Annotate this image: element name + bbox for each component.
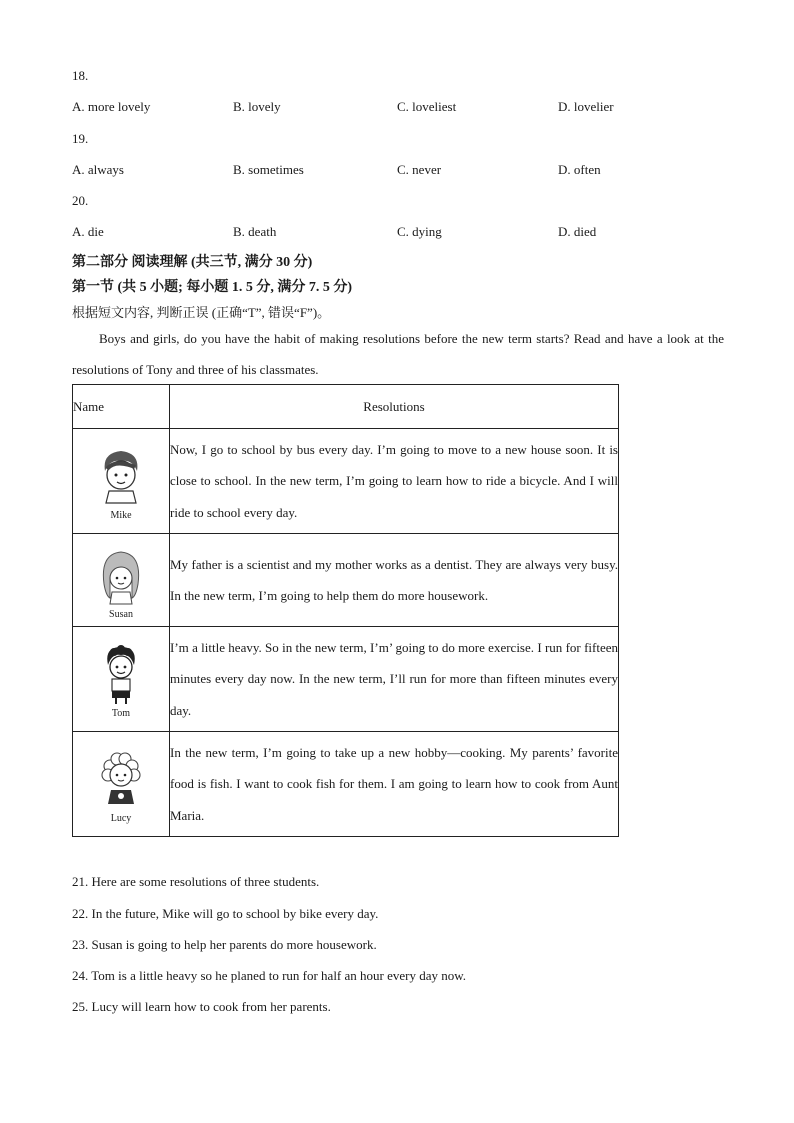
statement: 24. Tom is a little heavy so he planed to run for half an hour every day now. bbox=[72, 968, 467, 983]
option-d: D. lovelier bbox=[558, 99, 614, 114]
resolutions-table bbox=[72, 384, 619, 837]
question-number: 19. bbox=[72, 131, 89, 146]
question-number: 20. bbox=[72, 193, 89, 208]
question-options bbox=[72, 224, 712, 242]
statement: 23. Susan is going to help her parents do more housework. bbox=[72, 937, 377, 952]
option-b: B. death bbox=[233, 224, 277, 239]
resolution-text: In the new term, I’m going to take up a new hobby—cooking. My parents’ favorite food is fish. I want to cook fish for them. I am going to learn how to cook from Aunt Maria. bbox=[170, 732, 619, 837]
table-row bbox=[73, 429, 619, 534]
avatar-name-label: Lucy bbox=[110, 813, 132, 824]
resolution-text: I’m a little heavy. So in the new term, I’m’ going to do more exercise. I run for fifteen minutes every day now. In the new term, I’ll run for more than fifteen minutes every day. bbox=[170, 627, 619, 732]
avatar-cell bbox=[73, 732, 170, 837]
statement: 21. Here are some resolutions of three students. bbox=[72, 874, 320, 889]
option-d: D. often bbox=[558, 162, 601, 177]
table-row bbox=[73, 534, 619, 627]
table-row bbox=[73, 732, 619, 837]
option-c: C. dying bbox=[397, 224, 442, 239]
resolution-text: My father is a scientist and my mother works as a dentist. They are always very busy. In the new term, I’m going to help them do more housework. bbox=[170, 534, 619, 627]
question-number: 18. bbox=[72, 68, 89, 83]
instruction: 根据短文内容, 判断正误 (正确“T”, 错误“F”)。 bbox=[72, 305, 331, 320]
option-b: B. lovely bbox=[233, 99, 281, 114]
option-b: B. sometimes bbox=[233, 162, 304, 177]
name-header: Name bbox=[73, 385, 170, 429]
avatar-cell bbox=[73, 429, 170, 534]
avatar-name-label: Tom bbox=[111, 708, 131, 719]
option-c: C. loveliest bbox=[397, 99, 457, 114]
table-row bbox=[73, 627, 619, 732]
statement: 22. In the future, Mike will go to school by bike every day. bbox=[72, 906, 379, 921]
question-options bbox=[72, 99, 712, 117]
intro-paragraph: Boys and girls, do you have the habit of making resolutions before the new term starts? Read and have a look at the resolutions of Tony and three of his classmates. bbox=[72, 331, 724, 377]
girl-avatar-icon bbox=[90, 540, 152, 620]
option-d: D. died bbox=[558, 224, 597, 239]
avatar-name-label: Mike bbox=[110, 510, 132, 521]
option-a: A. always bbox=[72, 162, 124, 177]
option-c: C. never bbox=[397, 162, 442, 177]
avatar-cell bbox=[73, 534, 170, 627]
avatar-name-label: Susan bbox=[109, 609, 133, 620]
option-a: A. die bbox=[72, 224, 104, 239]
resolution-text: Now, I go to school by bus every day. I’m going to move to a new house soon. It is close to school. In the new term, I’m going to learn how to ride a bicycle. And I will ride to school every day. bbox=[170, 429, 619, 534]
section-title: 第一节 (共 5 小题; 每小题 1. 5 分, 满分 7. 5 分) bbox=[72, 280, 352, 295]
question-options bbox=[72, 162, 712, 180]
boy-running-avatar-icon bbox=[90, 639, 152, 719]
girl-curly-avatar-icon bbox=[90, 744, 152, 824]
part-title: 第二部分 阅读理解 (共三节, 满分 30 分) bbox=[72, 255, 313, 270]
resolutions-header: Resolutions bbox=[170, 385, 619, 429]
statement: 25. Lucy will learn how to cook from her parents. bbox=[72, 999, 331, 1014]
table-header-row bbox=[73, 385, 619, 429]
avatar-cell bbox=[73, 627, 170, 732]
boy-avatar-icon bbox=[90, 441, 152, 521]
option-a: A. more lovely bbox=[72, 99, 151, 114]
